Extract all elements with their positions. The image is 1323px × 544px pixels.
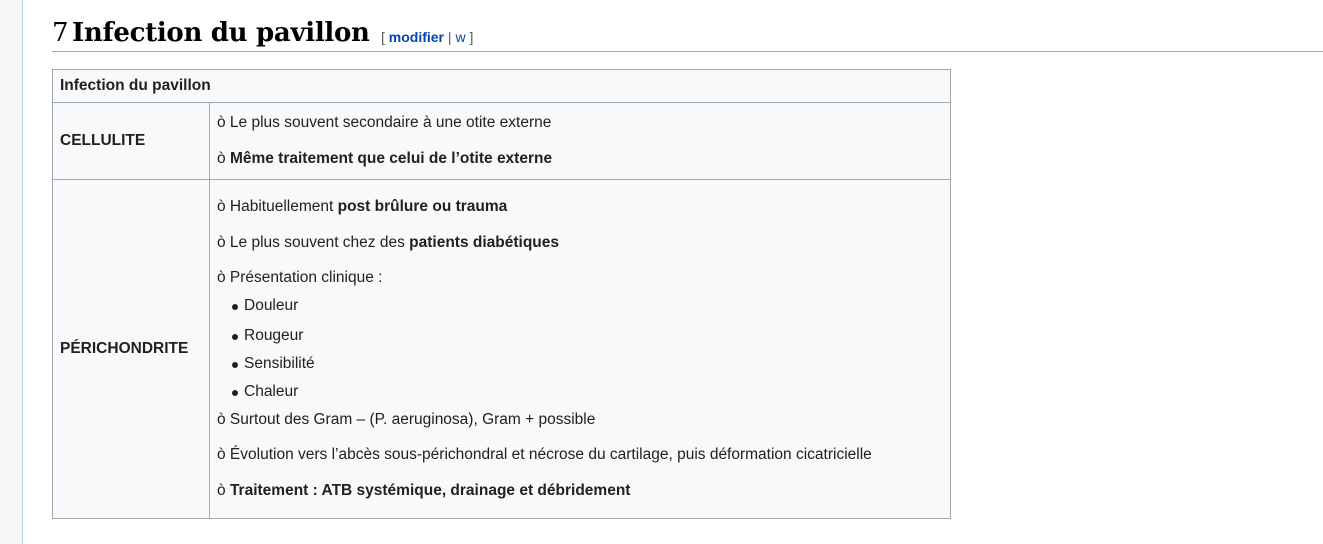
edit-link-w[interactable]: w bbox=[455, 29, 466, 45]
table-row-perichondrite bbox=[53, 180, 951, 519]
edit-section-links: [ modifier | w ] bbox=[381, 29, 474, 45]
article-content bbox=[22, 0, 1323, 544]
section-title: Infection du pavillon bbox=[72, 18, 370, 48]
list-item: Sensibilité bbox=[232, 354, 943, 374]
symptom-list bbox=[232, 296, 943, 402]
row-label-perichondrite: PÉRICHONDRITE bbox=[53, 180, 210, 519]
section-number: 7 bbox=[52, 18, 69, 48]
perichondrite-line-4: ò Surtout des Gram – (P. aeruginosa), Gram + possible bbox=[217, 411, 596, 428]
list-item: Chaleur bbox=[232, 382, 943, 402]
infection-table bbox=[52, 69, 951, 519]
table-row-cellulite bbox=[53, 103, 951, 180]
table-caption: Infection du pavillon bbox=[53, 70, 951, 103]
perichondrite-line-1: ò Habituellement post brûlure ou trauma bbox=[217, 198, 508, 215]
cellulite-line-1: ò Le plus souvent secondaire à une otite externe bbox=[217, 114, 552, 131]
list-item: Douleur bbox=[232, 296, 943, 316]
perichondrite-line-2: ò Le plus souvent chez des patients diabétiques bbox=[217, 234, 560, 251]
edit-link-modifier[interactable]: modifier bbox=[388, 29, 445, 45]
table-caption-row bbox=[53, 70, 951, 103]
section-heading bbox=[52, 13, 1323, 52]
row-content-cellulite bbox=[210, 103, 951, 180]
perichondrite-line-3: ò Présentation clinique : bbox=[217, 269, 383, 286]
perichondrite-line-5: ò Évolution vers l’abcès sous-périchondral et nécrose du cartilage, puis déformation cicatricielle bbox=[217, 446, 872, 463]
perichondrite-line-6: ò Traitement : ATB systémique, drainage et débridement bbox=[217, 482, 631, 499]
list-item: Rougeur bbox=[232, 326, 943, 346]
row-label-cellulite: CELLULITE bbox=[53, 103, 210, 180]
row-content-perichondrite bbox=[210, 180, 951, 519]
cellulite-line-2: ò Même traitement que celui de l’otite externe bbox=[217, 150, 553, 167]
